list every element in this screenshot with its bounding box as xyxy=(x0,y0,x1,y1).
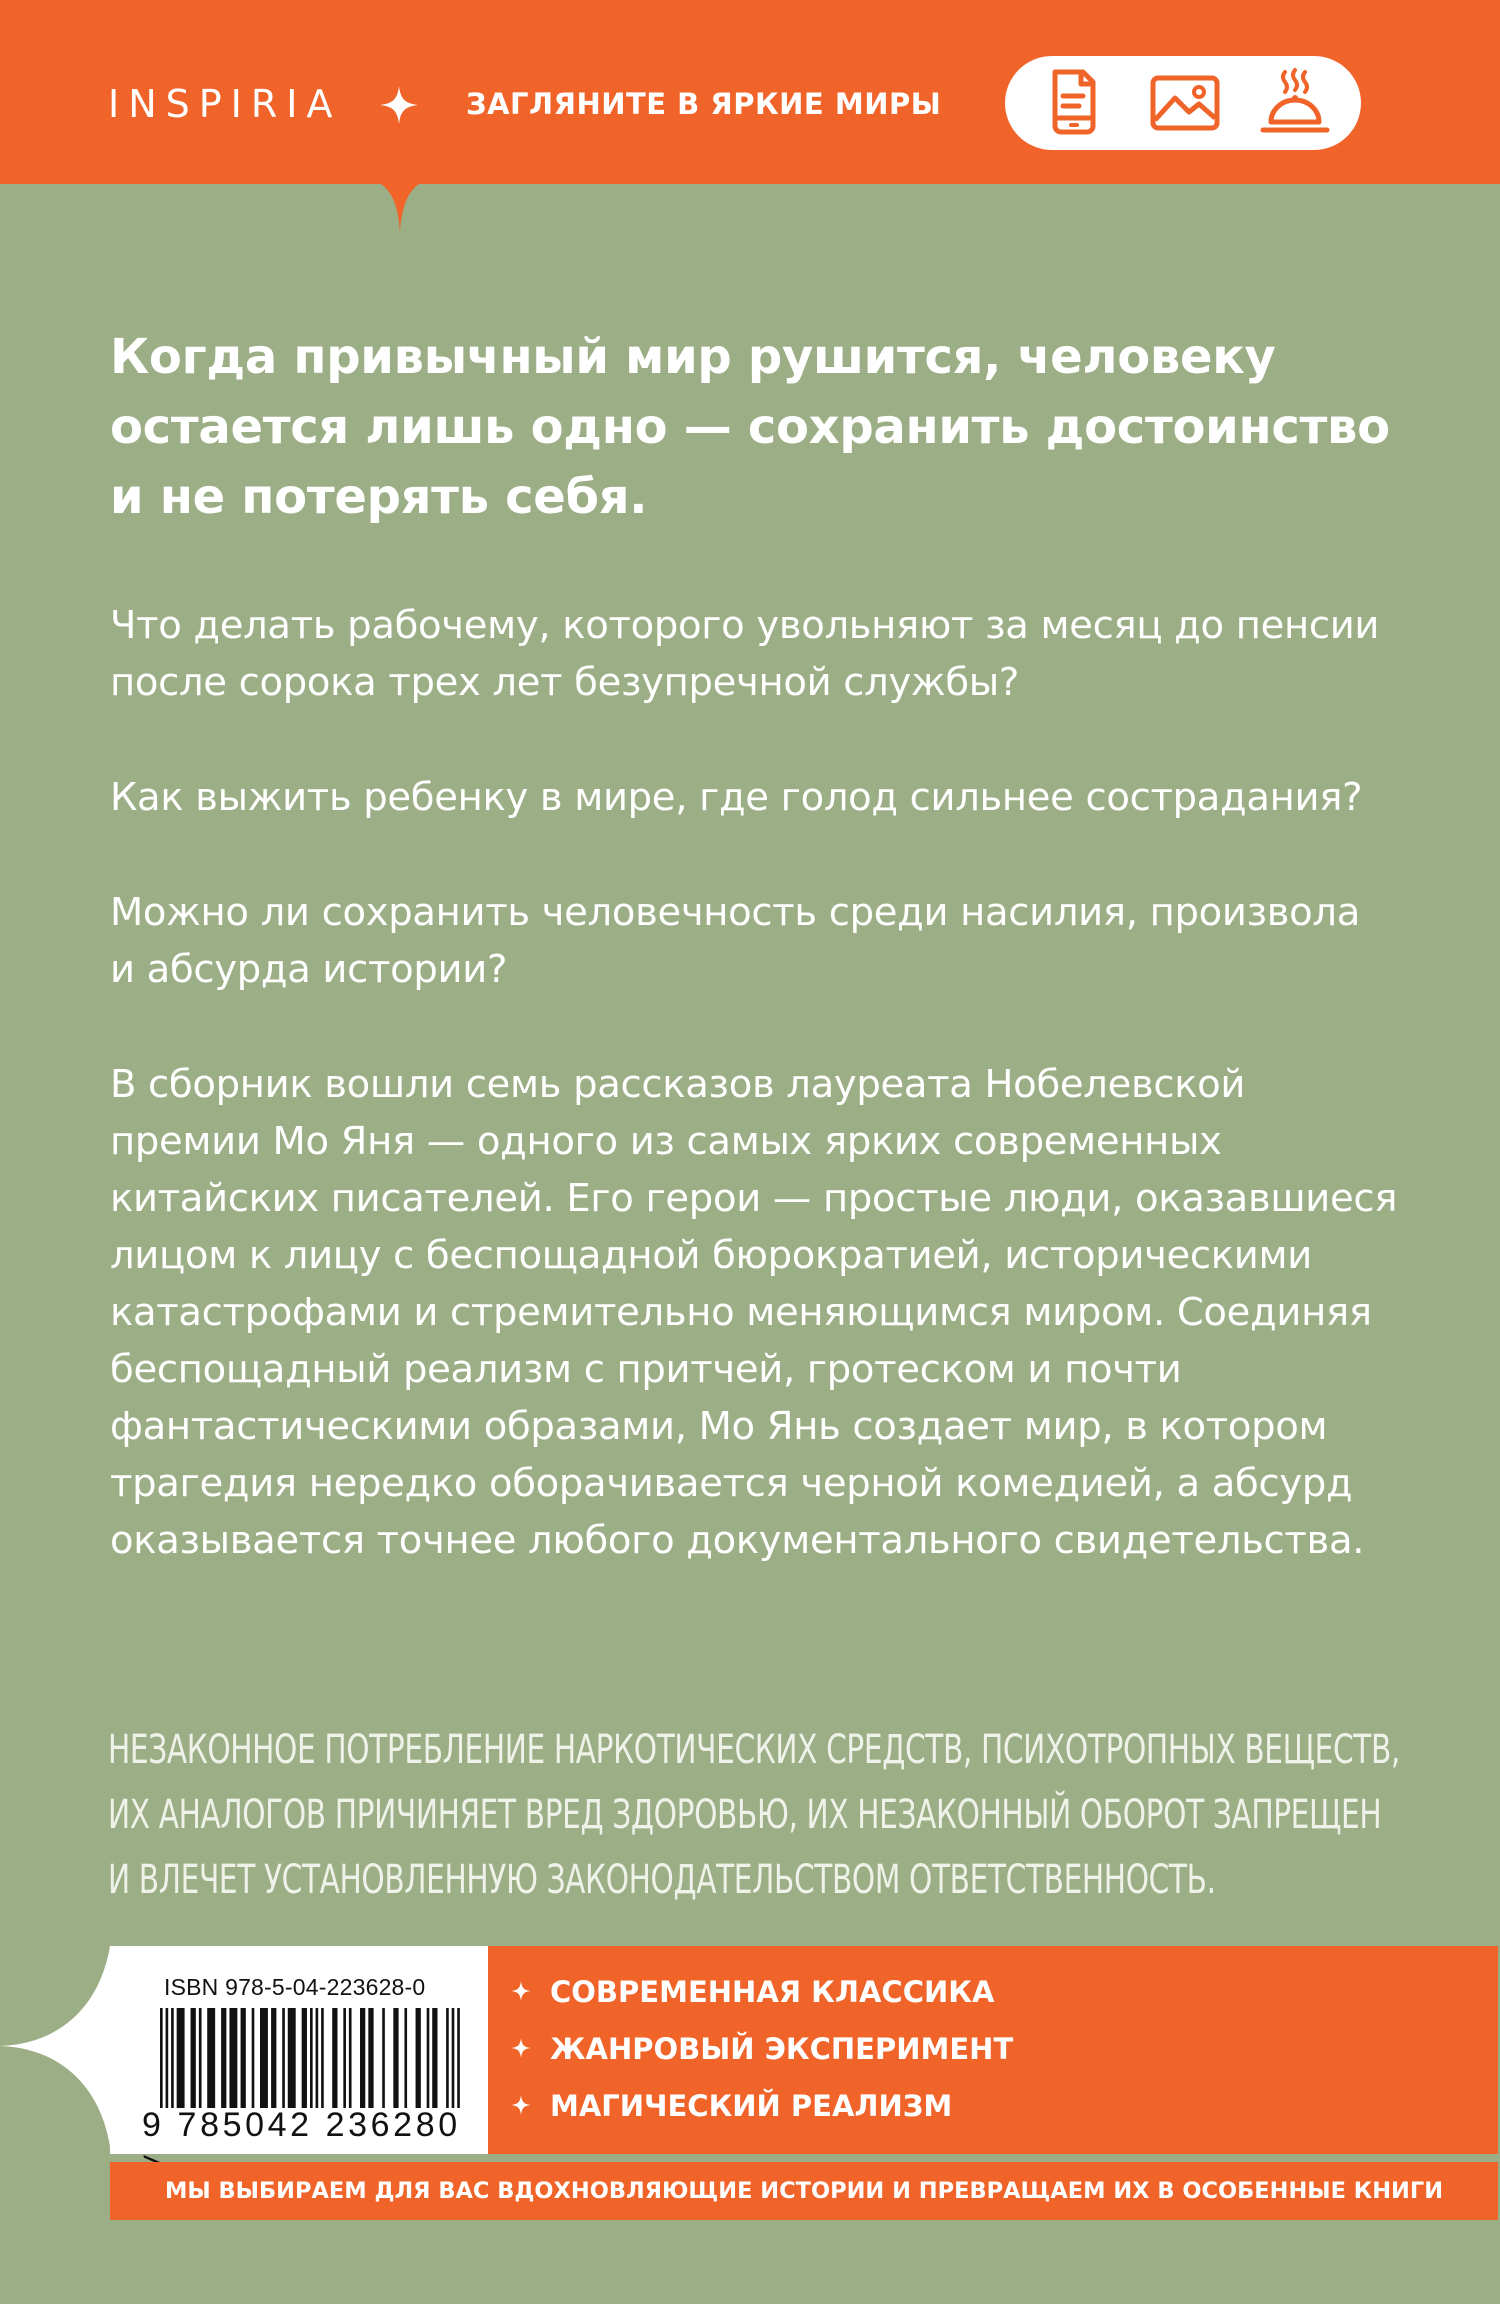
text-line: и абсурда истории? xyxy=(110,947,508,992)
genre-label: СОВРЕМЕННАЯ КЛАССИКА xyxy=(550,1975,995,2009)
barcode-bar xyxy=(316,2008,319,2108)
barcode-bar xyxy=(171,2008,174,2108)
barcode-bar xyxy=(199,2008,202,2108)
text-line: лицом к лицу с беспощадной бюрократией, историческими xyxy=(110,1233,1312,1278)
barcode-bar xyxy=(349,2008,352,2108)
barcode-bar xyxy=(446,2008,449,2108)
description-paragraph xyxy=(110,1056,1430,1569)
barcode-bar xyxy=(302,2008,307,2108)
text-line: беспощадный реализм с притчей, гротеском и почти xyxy=(110,1347,1182,1392)
barcode-bar xyxy=(427,2008,430,2108)
header-notch xyxy=(372,180,428,236)
warning-line: И ВЛЕЧЕТ УСТАНОВЛЕННУЮ ЗАКОНОДАТЕЛЬСТВОМ ОТВЕТСТВЕННОСТЬ. xyxy=(108,1857,1216,1903)
genre-item xyxy=(510,2029,1013,2069)
isbn-label: ISBN 978-5-04-223628-0 xyxy=(164,1974,426,2000)
genre-label: МАГИЧЕСКИЙ РЕАЛИЗМ xyxy=(550,2089,953,2123)
barcode-bar xyxy=(343,2008,346,2108)
text-line: оказывается точнее любого документального свидетельства. xyxy=(110,1518,1365,1563)
warning-line: НЕЗАКОННОЕ ПОТРЕБЛЕНИЕ НАРКОТИЧЕСКИХ СРЕДСТВ, ПСИХОТРОПНЫХ ВЕЩЕСТВ, xyxy=(108,1727,1400,1773)
barcode-bar xyxy=(166,2008,169,2108)
question-paragraph-1 xyxy=(110,597,1430,711)
genre-label: ЖАНРОВЫЙ ЭКСПЕРИМЕНТ xyxy=(550,2032,1014,2066)
legal-warning xyxy=(108,1718,1440,1913)
lead-text xyxy=(110,322,1410,532)
barcode-bar xyxy=(457,2008,460,2108)
barcode-bar xyxy=(368,2008,373,2108)
barcode-image xyxy=(160,2008,460,2118)
cloche-icon xyxy=(1257,66,1333,140)
sparkle-icon xyxy=(378,84,420,126)
text-line: после сорока трех лет безупречной службы? xyxy=(110,660,1019,705)
barcode-bar xyxy=(160,2008,163,2108)
text-line: Как выжить ребенку в мире, где голод сильнее сострадания? xyxy=(110,775,1363,820)
sparkle-icon xyxy=(510,1980,532,2002)
question-paragraph-3 xyxy=(110,884,1430,998)
footer-band xyxy=(110,2162,1498,2220)
text-line: Что делать рабочему, которого увольняют за месяц до пенсии xyxy=(110,603,1380,648)
ebook-icon xyxy=(1035,66,1111,140)
text-line: китайских писателей. Его герои — простые люди, оказавшиеся xyxy=(110,1176,1398,1221)
barcode-bar xyxy=(332,2008,337,2108)
text-line: В сборник вошли семь рассказов лауреата Нобелевской xyxy=(110,1062,1246,1107)
genre-item xyxy=(510,1972,994,2012)
text-line: трагедия нередко оборачивается черной комедией, а абсурд xyxy=(110,1461,1353,1506)
footer-slogan: МЫ ВЫБИРАЕМ ДЛЯ ВАС ВДОХНОВЛЯЮЩИЕ ИСТОРИИ И ПРЕВРАЩАЕМ ИХ В ОСОБЕННЫЕ КНИГИ xyxy=(164,2178,1444,2204)
format-icons-pill xyxy=(1005,56,1361,150)
barcode-bar xyxy=(229,2008,237,2108)
bottom-notch xyxy=(0,1946,110,2146)
genre-item xyxy=(510,2086,952,2126)
barcode-bar xyxy=(177,2008,185,2108)
image-icon xyxy=(1147,66,1223,140)
barcode-bar xyxy=(252,2008,255,2108)
sparkle-icon xyxy=(510,2094,532,2116)
barcode-bar xyxy=(288,2008,296,2108)
question-paragraph-2 xyxy=(110,769,1430,826)
barcode-bar xyxy=(452,2008,455,2108)
publisher-logo: INSPIRIA xyxy=(108,82,342,126)
text-line: фантастическими образами, Мо Янь создает мир, в котором xyxy=(110,1404,1328,1449)
text-line: Можно ли сохранить человечность среди насилия, произвола xyxy=(110,890,1361,935)
barcode-bar xyxy=(241,2008,246,2108)
barcode-bar xyxy=(271,2008,276,2108)
lead-line: остается лишь одно — сохранить достоинство xyxy=(110,399,1390,455)
text-line: премии Мо Яня — одного из самых ярких современных xyxy=(110,1119,1222,1164)
barcode-bar xyxy=(191,2008,196,2108)
barcode-bar xyxy=(360,2008,365,2108)
barcode-bar xyxy=(282,2008,285,2108)
genre-list xyxy=(488,1946,1498,2154)
lead-line: и не потерять себя. xyxy=(110,469,648,525)
barcode-box xyxy=(110,1946,488,2154)
barcode-bar xyxy=(260,2008,268,2108)
barcode-bar xyxy=(432,2008,437,2108)
barcode-bar xyxy=(393,2008,398,2108)
barcode-bar xyxy=(382,2008,385,2108)
sparkle-icon xyxy=(510,2037,532,2059)
barcode-bar xyxy=(207,2008,215,2108)
barcode-bar xyxy=(416,2008,421,2108)
barcode-digits: 9 785042 236280 xyxy=(142,2106,461,2144)
header-band xyxy=(0,0,1500,184)
barcode-bar xyxy=(310,2008,313,2108)
series-tagline: ЗАГЛЯНИТЕ В ЯРКИЕ МИРЫ xyxy=(466,87,942,121)
barcode-bar xyxy=(221,2008,226,2108)
barcode-bar xyxy=(404,2008,407,2108)
barcode-bar xyxy=(321,2008,324,2108)
lead-line: Когда привычный мир рушится, человеку xyxy=(110,329,1276,385)
text-line: катастрофами и стремительно меняющимся миром. Соединяя xyxy=(110,1290,1372,1335)
warning-line: ИХ АНАЛОГОВ ПРИЧИНЯЕТ ВРЕД ЗДОРОВЬЮ, ИХ НЕЗАКОННЫЙ ОБОРОТ ЗАПРЕЩЕН xyxy=(108,1792,1382,1838)
